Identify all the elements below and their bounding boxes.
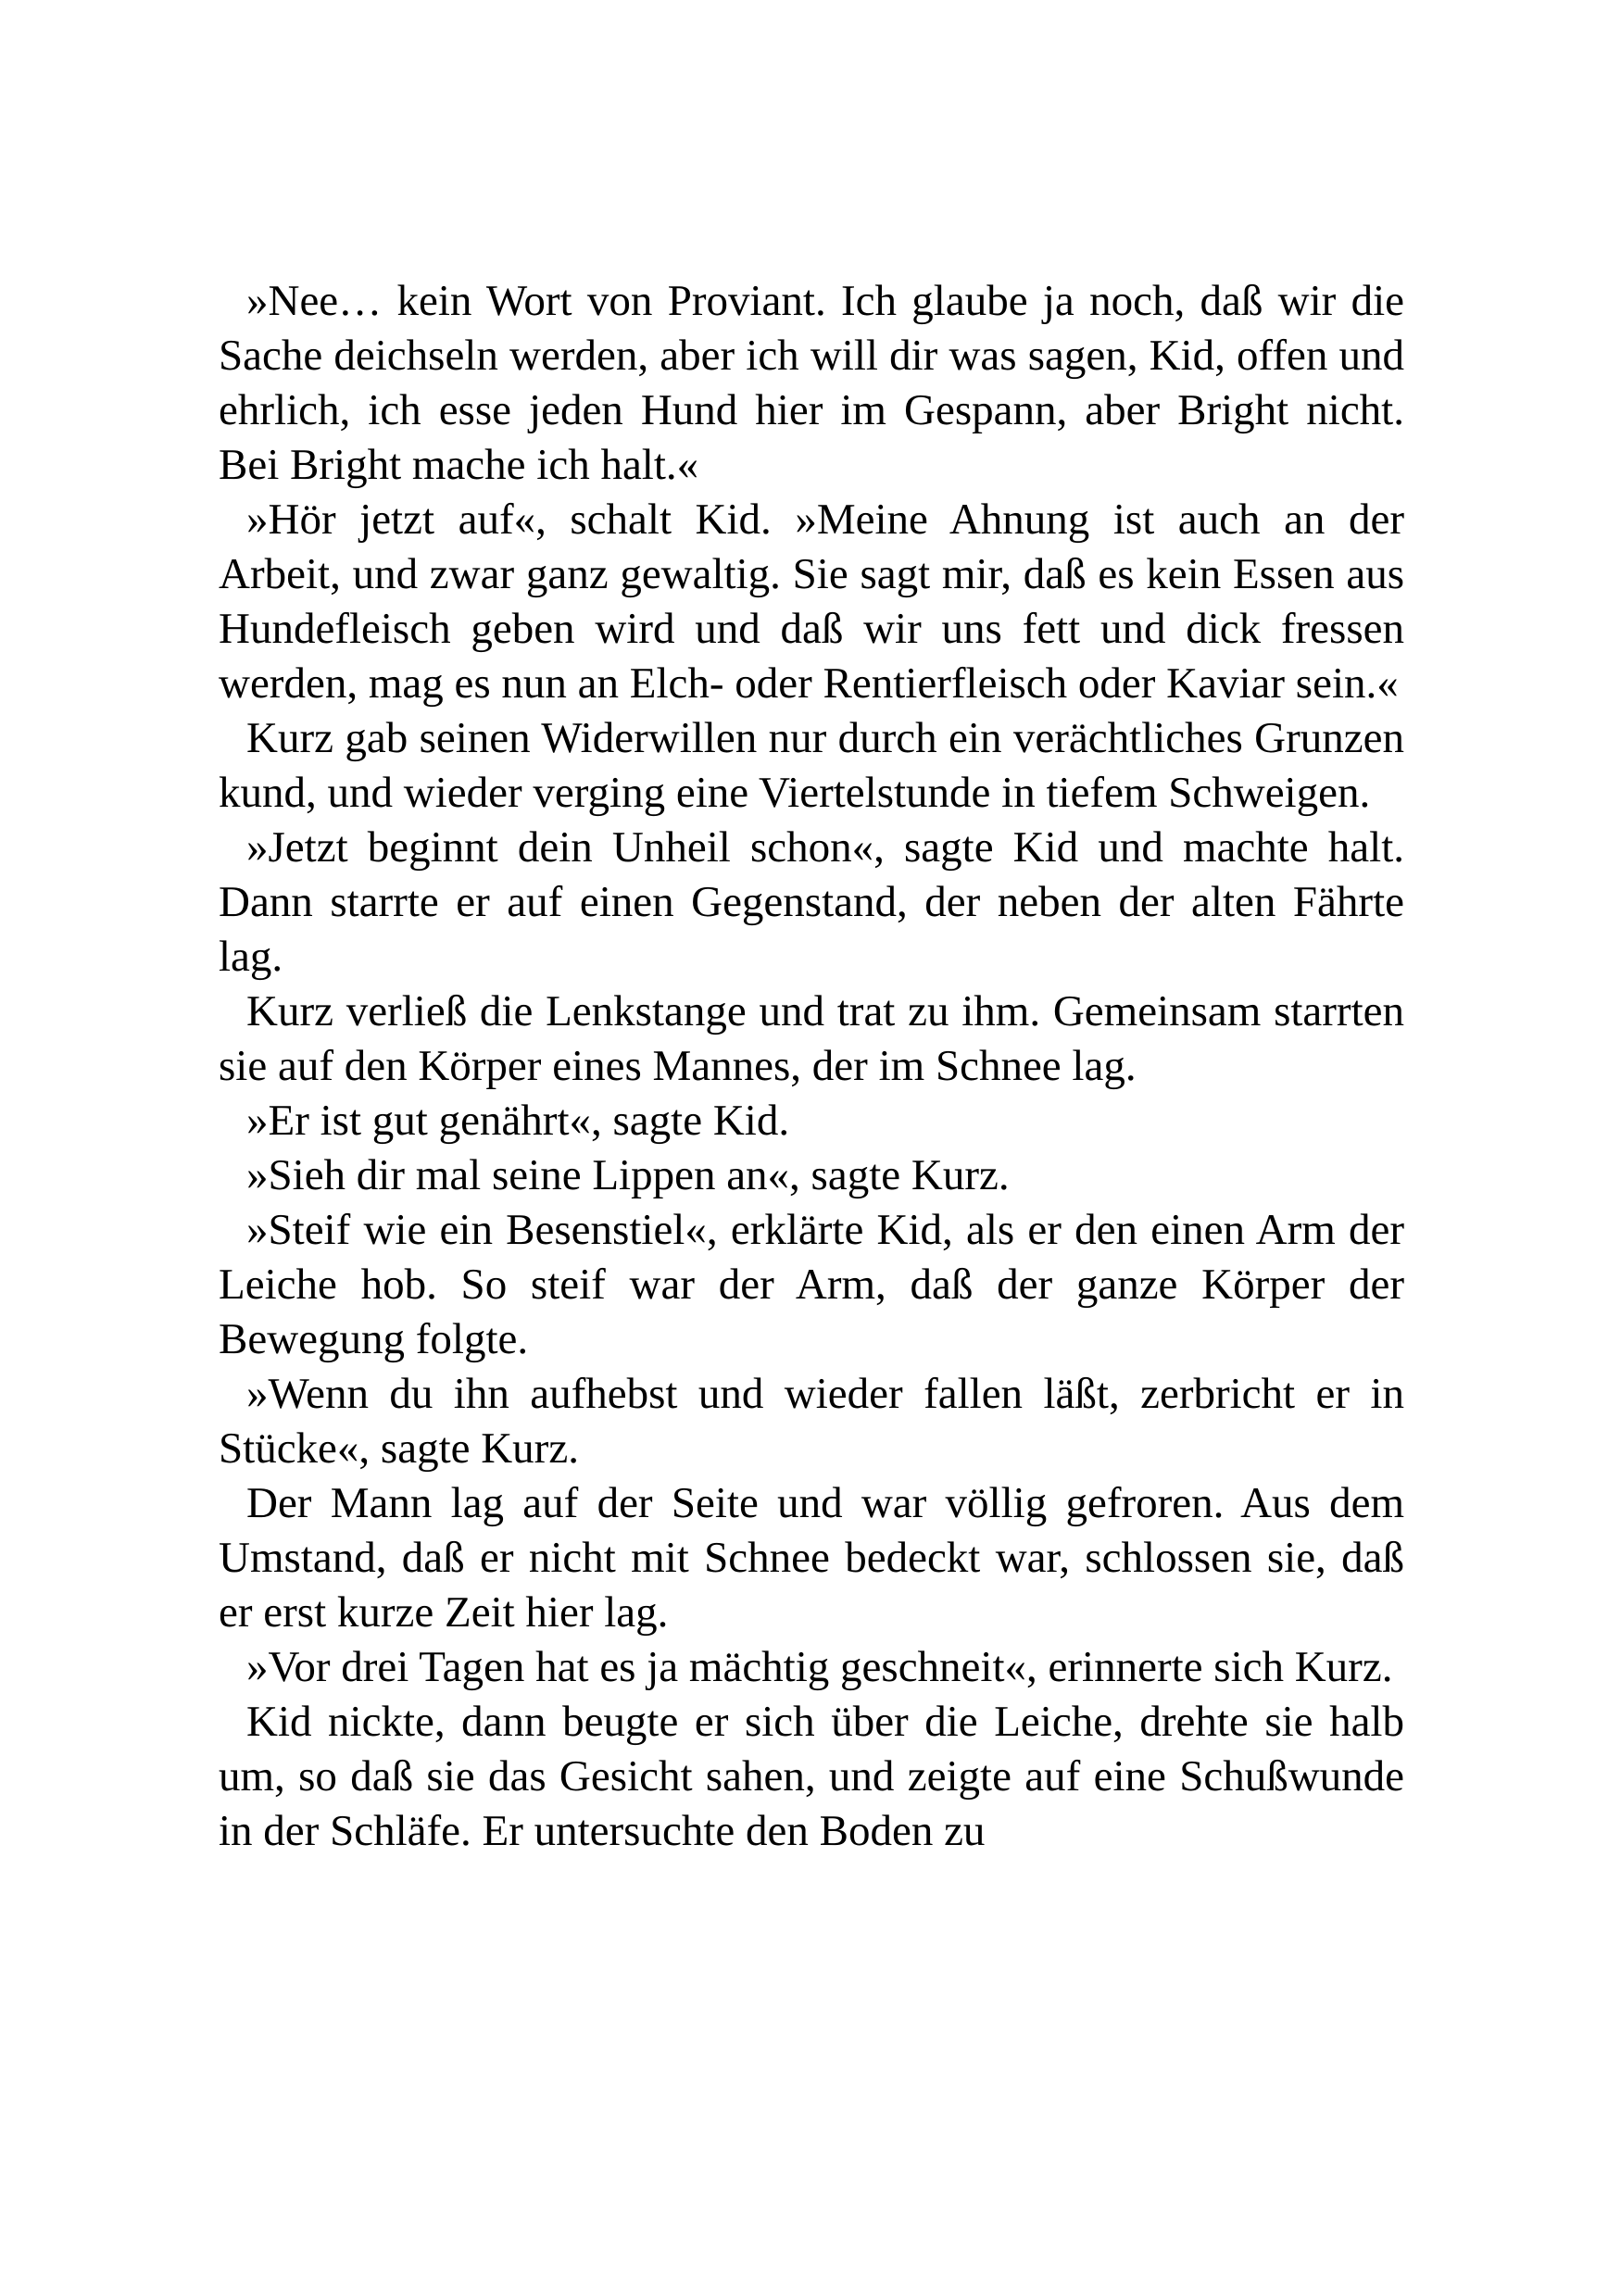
- paragraph: »Er ist gut genährt«, sagte Kid.: [246, 1097, 790, 1145]
- paragraph: Der Mann lag auf der Seite und war völlig gefroren. Aus dem Umstand, daß er nicht mit Schnee bedeckt war, schlossen sie, daß er erst kurze Zeit hier lag.: [219, 1479, 1404, 1637]
- paragraph: Kid nickte, dann beugte er sich über die Leiche, drehte sie halb um, so daß sie das Gesicht sahen, und zeigte auf eine Schußwunde in der Schläfe. Er untersuchte den Boden zu: [219, 1698, 1404, 1855]
- paragraph: »Nee… kein Wort von Proviant. Ich glaube ja noch, daß wir die Sache deichseln werden, aber ich will dir was sagen, Kid, offen und ehrlich, ich esse jeden Hund hier im Gespann, aber Bright nicht. Bei Bright mache ich halt.«: [219, 277, 1404, 489]
- paragraph: »Jetzt beginnt dein Unheil schon«, sagte Kid und machte halt. Dann starrte er auf einen Gegenstand, der neben der alten Fährte lag.: [219, 823, 1404, 981]
- paragraph: »Hör jetzt auf«, schalt Kid. »Meine Ahnung ist auch an der Arbeit, und zwar ganz gewaltig. Sie sagt mir, daß es kein Essen aus Hundefleisch geben wird und daß wir uns fett und dick fressen werden, mag es nun an Elch- oder Rentierfleisch oder Kaviar sein.«: [219, 496, 1404, 708]
- paragraph: »Vor drei Tagen hat es ja mächtig geschneit«, erinnerte sich Kurz.: [246, 1643, 1393, 1691]
- paragraph: »Sieh dir mal seine Lippen an«, sagte Kurz.: [246, 1151, 1010, 1199]
- paragraph: Kurz verließ die Lenkstange und trat zu ihm. Gemeinsam starrten sie auf den Körper eines Mannes, der im Schnee lag.: [219, 987, 1404, 1090]
- paragraph: »Wenn du ihn aufhebst und wieder fallen läßt, zerbricht er in Stücke«, sagte Kurz.: [219, 1370, 1404, 1473]
- body-text: [219, 274, 1404, 1859]
- paragraph: Kurz gab seinen Widerwillen nur durch ein verächtliches Grunzen kund, und wieder verging eine Viertelstunde in tiefem Schweigen.: [219, 714, 1404, 817]
- paragraph: »Steif wie ein Besenstiel«, erklärte Kid, als er den einen Arm der Leiche hob. So steif war der Arm, daß der ganze Körper der Bewegung folgte.: [219, 1206, 1404, 1363]
